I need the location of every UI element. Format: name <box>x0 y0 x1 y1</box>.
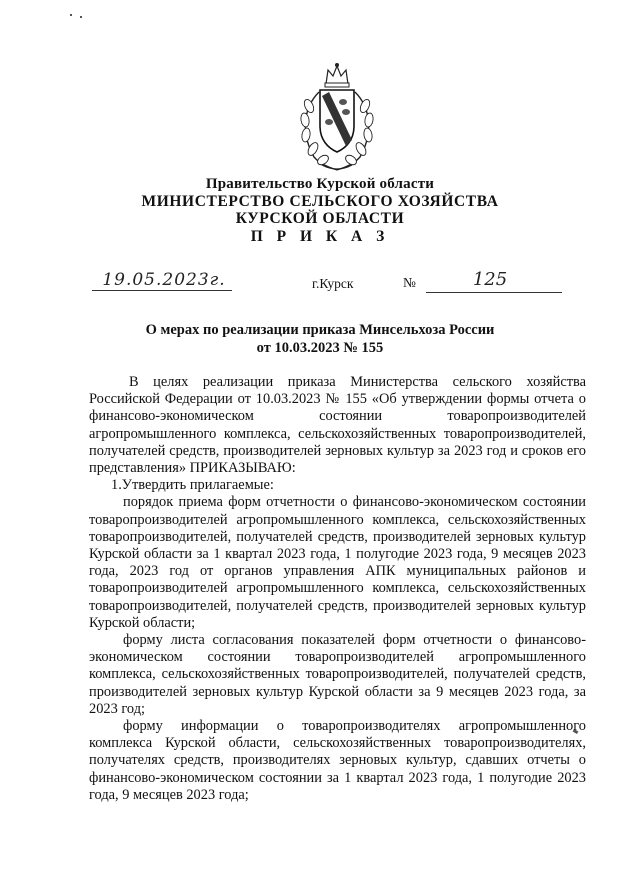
item-1: 1.Утвердить прилагаемые: <box>111 477 274 494</box>
sub-item-information-form: форму информации о товаропроизводителях агропромышленного комплекса Курской области, сельскохозяйственных товаропроизводителях, получателях средств, производителях зерновых культур, сдавших отчеты о финансово-экономическом состоянии за 1 квартал 2023 года, 1 полугодие 2023 года, 9 месяцев 2023 года; <box>89 718 586 803</box>
number-sign: № <box>403 275 416 290</box>
sub-item-procedure: порядок приема форм отчетности о финансово-экономическом состоянии товаропроизводителей агропромышленного комплекса, сельскохозяйственных товаропроизводителей, получателей средств, производителей зерновых культур Курской области за 1 квартал 2023 года, 1 полугодие 2023 года, 9 месяцев 2023 года, 2023 год от органов управления АПК муниципальных районов и товаропроизводителей агропромышленного комплекса, сельскохозяйственных товаропроизводителей, получателей средств, производителей зерновых культур Курской области; <box>89 494 586 631</box>
document-body <box>89 374 586 804</box>
date-underline <box>92 290 232 291</box>
intro-paragraph: В целях реализации приказа Министерства сельского хозяйства Российской Федерации от 10.03.2023 № 155 «Об утверждении формы отчета о финансово-экономическом состоянии товаропроизводителей агропромышленного комплекса, сельскохозяйственных товаропроизводителей, получателей средств, производителей зерновых культур за 2023 год и сроков его представления» ПРИКАЗЫВАЮ: <box>89 374 586 477</box>
ministry-name: МИНИСТЕРСТВО СЕЛЬСКОГО ХОЗЯЙСТВА <box>141 193 499 210</box>
document-title-line1: О мерах по реализации приказа Минсельхоза России <box>145 322 495 338</box>
order-city: г.Курск <box>312 276 354 291</box>
scan-speck <box>70 14 72 16</box>
document-title-line2: от 10.03.2023 № 155 <box>256 340 384 356</box>
government-name: Правительство Курской области <box>205 176 435 192</box>
sub-item-approval-sheet: форму листа согласования показателей форм отчетности о финансово-экономическом состоянии товаропроизводителей агропромышленного комплекса, сельскохозяйственных товаропроизводителей, получателей средств, производителей зерновых культур Курской области за 9 месяцев 2023 года, за 2023 год; <box>89 632 586 717</box>
document-type: П Р И К А З <box>250 228 390 245</box>
order-number: 125 <box>472 269 508 290</box>
scan-speck <box>80 16 82 18</box>
number-underline <box>426 292 562 293</box>
coat-of-arms-icon <box>292 62 382 174</box>
order-date: 19.05.2023г. <box>102 270 226 290</box>
ministry-region: КУРСКОЙ ОБЛАСТИ <box>235 210 405 227</box>
